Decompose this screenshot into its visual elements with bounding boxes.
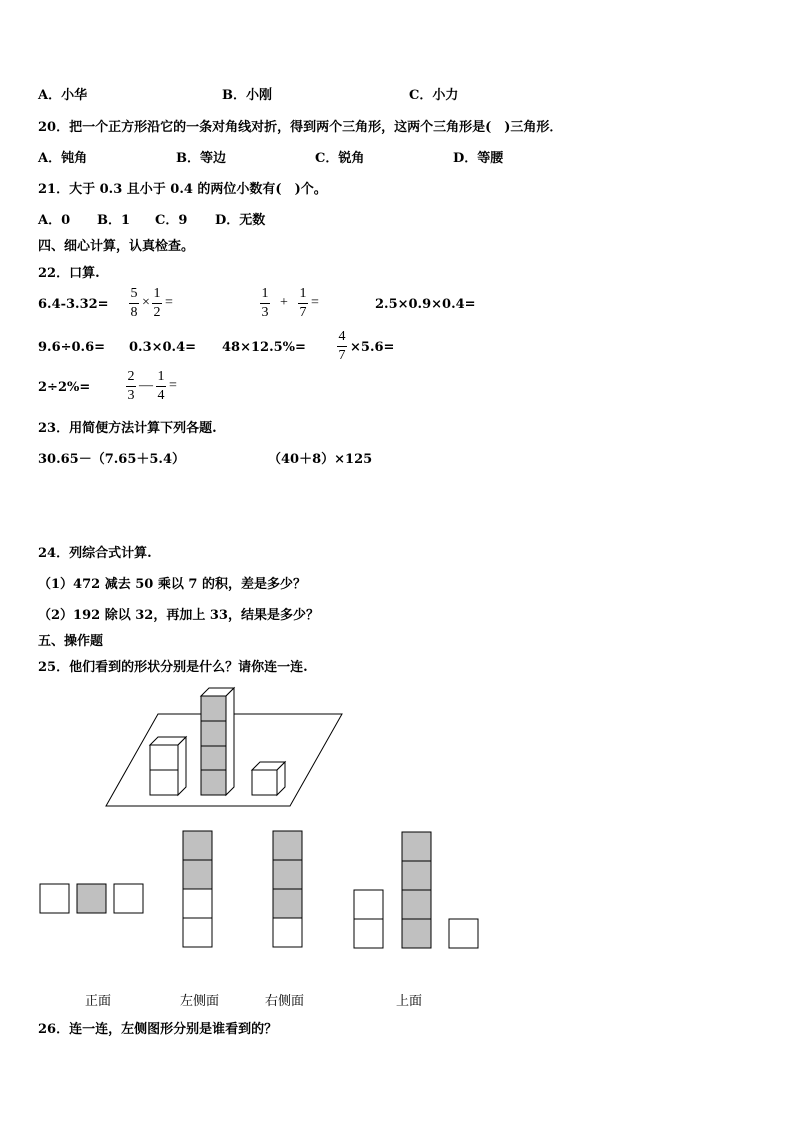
q20-option-a: A．钝角	[38, 151, 88, 166]
q20-option-b: B．等边	[176, 151, 226, 166]
q20-text: 20．把一个正方形沿它的一条对角线对折，得到两个三角形，这两个三角形是( )三角形．	[38, 120, 563, 135]
q23-expr-1: 30.65－（7.65＋5.4）	[38, 452, 185, 467]
q22-expr-5: 9.6÷0.6=	[38, 340, 106, 355]
cube-arrangement-figure	[100, 685, 350, 815]
q22-eq-1: =	[165, 295, 173, 310]
q22-frac-1a: 5 8	[130, 286, 138, 320]
view-shape-4	[352, 830, 482, 952]
q22-frac-4a: 2 3	[127, 369, 135, 403]
q26-text: 26．连一连，左侧图形分别是谁看到的？	[38, 1022, 278, 1037]
section5-heading: 五、操作题	[38, 634, 104, 649]
q22-eq-4: =	[169, 378, 177, 393]
q22-expr-8-tail: ×5.6=	[350, 340, 395, 355]
q21-option-d: D．无数	[215, 213, 266, 228]
q20-option-d: D．等腰	[453, 151, 504, 166]
q22-op-4: —	[139, 378, 153, 393]
q23-expr-2: （40＋8）×125	[268, 452, 373, 467]
q20-option-c: C．锐角	[315, 151, 365, 166]
q24-part-1: （1）472 减去 50 乘以 7 的积，差是多少？	[38, 577, 306, 592]
q22-text: 22．口算.	[38, 266, 100, 281]
q22-expr-7: 48×12.5%=	[222, 340, 306, 355]
q22-op-1: ×	[142, 295, 150, 310]
q19-option-a: A．小华	[38, 88, 88, 103]
q22-frac-2a: 1 3	[261, 286, 269, 320]
section4-heading: 四、细心计算，认真检查。	[38, 239, 195, 254]
label-left-side: 左侧面	[180, 994, 220, 1009]
label-top: 上面	[396, 994, 423, 1009]
q22-expr-1: 6.4-3.32=	[38, 297, 109, 312]
q24-part-2: （2）192 除以 32，再加上 33，结果是多少？	[38, 608, 319, 623]
label-front: 正面	[85, 994, 112, 1009]
q21-option-c: C．9	[155, 213, 188, 228]
q24-text: 24．列综合式计算.	[38, 546, 152, 561]
view-shape-2	[181, 829, 215, 951]
label-right-side: 右侧面	[265, 994, 305, 1009]
q22-expr-4: 2.5×0.9×0.4=	[375, 297, 476, 312]
q19-option-c: C．小力	[409, 88, 459, 103]
q22-expr-6: 0.3×0.4=	[129, 340, 197, 355]
q22-frac-2b: 1 7	[299, 286, 307, 320]
q25-text: 25．他们看到的形状分别是什么？请你连一连.	[38, 660, 308, 675]
view-shape-1	[38, 882, 148, 916]
q23-text: 23．用简便方法计算下列各题.	[38, 421, 217, 436]
view-shape-3	[271, 829, 305, 951]
q22-frac-3: 4 7	[338, 329, 346, 363]
q19-option-b: B．小刚	[222, 88, 272, 103]
q22-frac-1b: 1 2	[153, 286, 161, 320]
q21-option-b: B．1	[97, 213, 131, 228]
q22-op-2: +	[280, 295, 288, 310]
q21-option-a: A．0	[38, 213, 71, 228]
q21-text: 21．大于 0.3 且小于 0.4 的两位小数有( )个。	[38, 182, 327, 197]
q22-frac-4b: 1 4	[157, 369, 165, 403]
q22-eq-2: =	[311, 295, 319, 310]
q22-expr-9: 2÷2%=	[38, 380, 91, 395]
